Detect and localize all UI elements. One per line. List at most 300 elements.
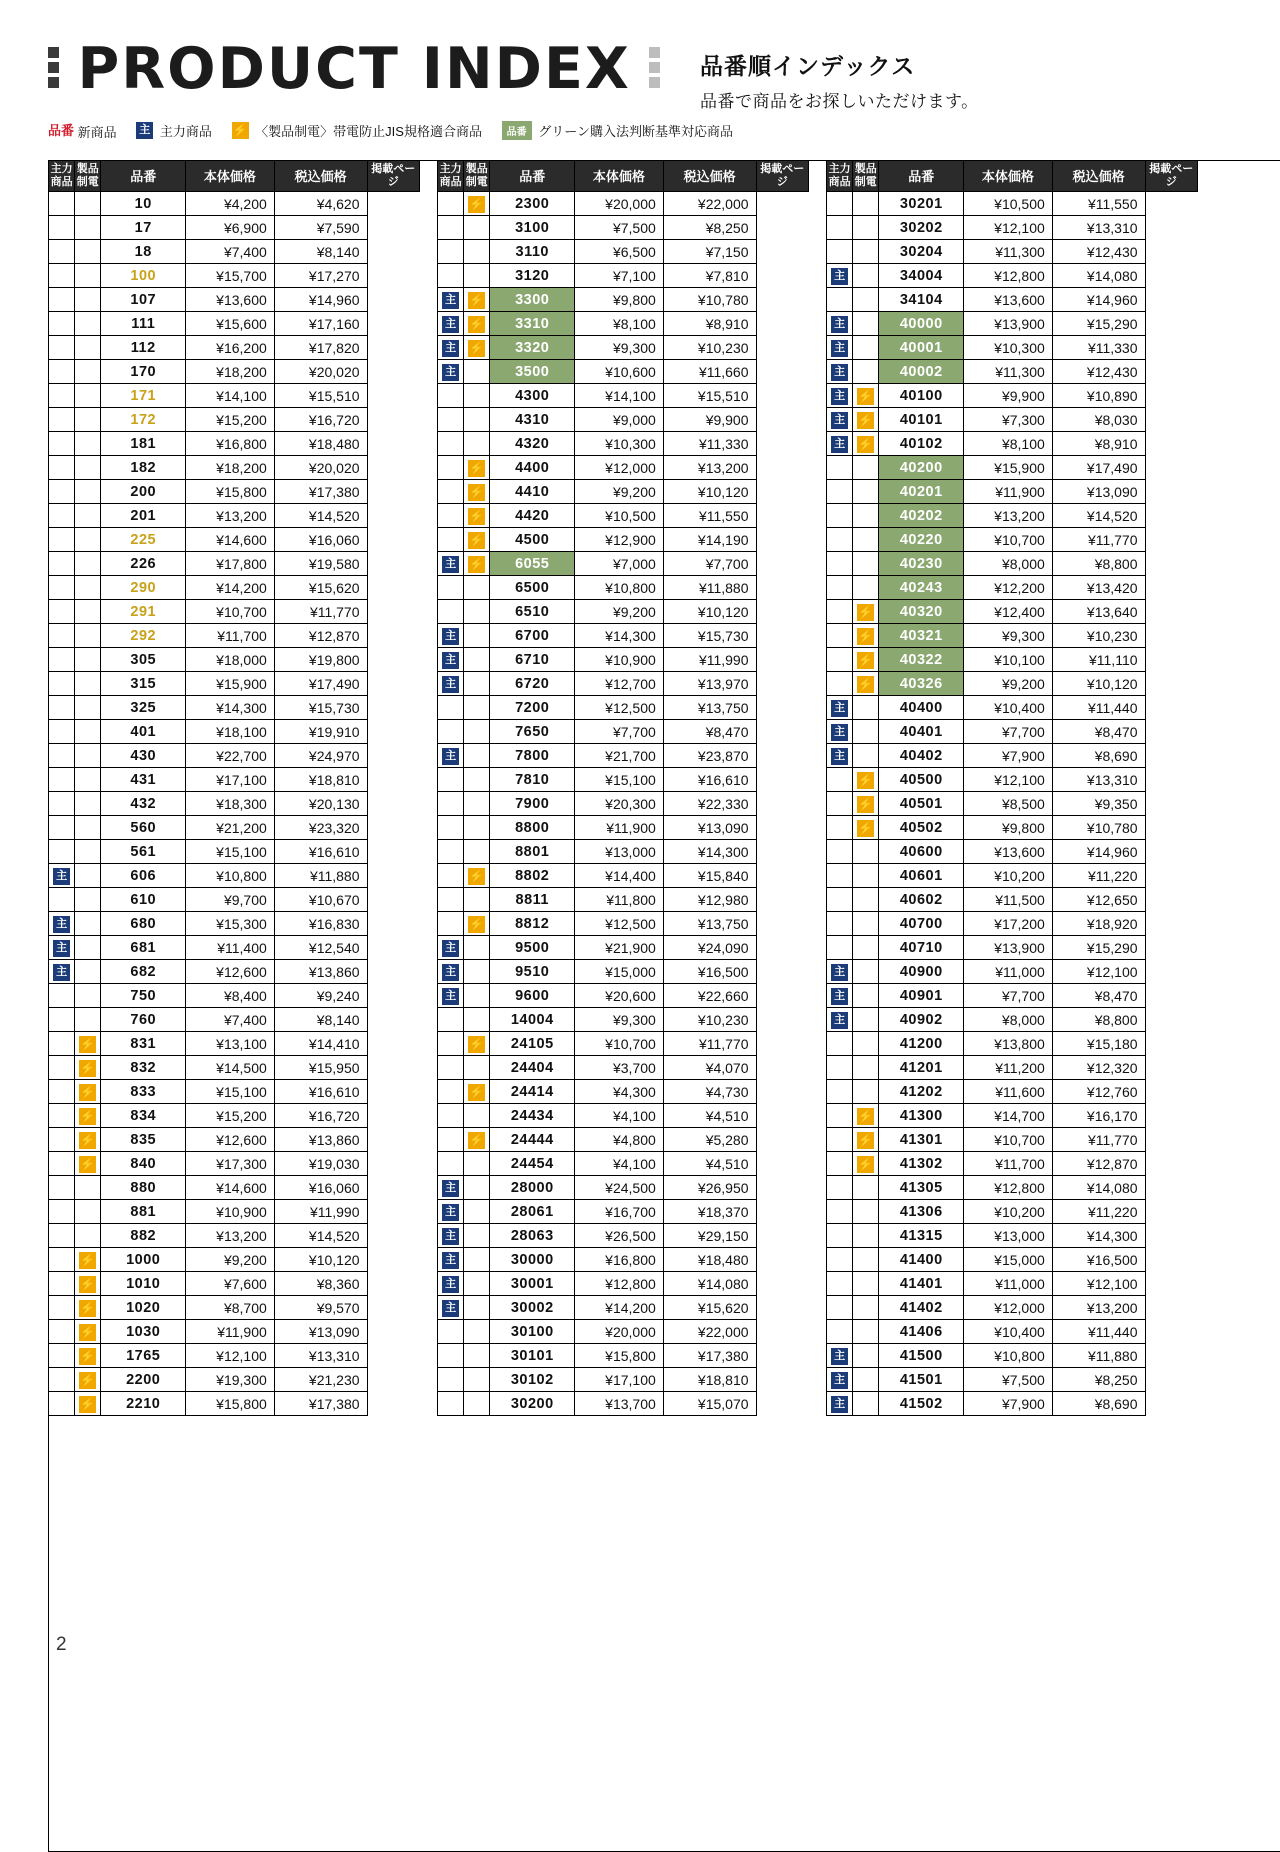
bolt-badge-icon: ⚡ [80,1252,96,1267]
product-price: ¥4,800 [575,1128,664,1152]
main-badge-icon: 主 [442,748,459,765]
product-price-tax: ¥18,370 [663,1200,756,1224]
product-price-tax: ¥15,070 [663,1392,756,1416]
product-code: 9500 [490,936,575,960]
bolt-badge-icon: ⚡ [469,532,485,547]
product-price: ¥7,900 [964,1392,1053,1416]
col-header-antistatic: 製品 制電 [853,161,879,192]
main-badge-icon: 主 [442,1300,459,1317]
product-price-tax: ¥14,960 [274,288,367,312]
product-code: 41402 [879,1296,964,1320]
product-price-tax: ¥12,320 [1052,1056,1145,1080]
product-code: 40230 [879,552,964,576]
product-price-tax: ¥12,650 [1052,888,1145,912]
product-price-tax: ¥17,490 [1052,456,1145,480]
product-price-tax: ¥18,810 [274,768,367,792]
product-price: ¥8,000 [964,552,1053,576]
product-code: 832 [101,1056,186,1080]
product-code: 40501 [879,792,964,816]
product-price-tax: ¥11,330 [1052,336,1145,360]
product-price: ¥21,900 [575,936,664,960]
product-price: ¥16,800 [186,432,275,456]
product-price: ¥10,800 [575,576,664,600]
bolt-badge-icon: ⚡ [469,916,485,931]
product-code: 6700 [490,624,575,648]
product-price-tax: ¥13,970 [663,672,756,696]
product-code: 882 [101,1224,186,1248]
product-code: 2210 [101,1392,186,1416]
product-code: 40000 [879,312,964,336]
product-price-tax: ¥18,920 [1052,912,1145,936]
product-price: ¥8,100 [964,432,1053,456]
product-price-tax: ¥13,200 [1052,1296,1145,1320]
col-header-code: 品番 [879,161,964,192]
product-price: ¥8,400 [186,984,275,1008]
bolt-badge-icon: ⚡ [858,772,874,787]
product-price-tax: ¥19,030 [274,1152,367,1176]
product-price-tax: ¥4,620 [274,192,367,216]
product-price-tax: ¥9,240 [274,984,367,1008]
product-code: 41302 [879,1152,964,1176]
product-price-tax: ¥15,290 [1052,312,1145,336]
bolt-badge-icon: ⚡ [469,340,485,355]
product-price: ¥17,800 [186,552,275,576]
product-price-tax: ¥15,950 [274,1056,367,1080]
product-price-tax: ¥22,660 [663,984,756,1008]
main-badge-icon: 主 [442,1228,459,1245]
product-price: ¥10,700 [575,1032,664,1056]
product-price-tax: ¥17,160 [274,312,367,336]
product-code: 7200 [490,696,575,720]
main-badge-icon: 主 [831,700,848,717]
col-header-price-tax: 税込価格 [663,161,756,192]
product-code: 28061 [490,1200,575,1224]
product-price-tax: ¥11,770 [274,600,367,624]
main-badge-icon: 主 [136,122,153,139]
product-code: 40600 [879,840,964,864]
product-price-tax: ¥11,880 [663,576,756,600]
product-code: 9510 [490,960,575,984]
product-price: ¥18,200 [186,360,275,384]
product-price: ¥12,500 [575,912,664,936]
product-code: 2300 [490,192,575,216]
main-badge-icon: 主 [442,316,459,333]
product-price: ¥20,000 [575,192,664,216]
product-price-tax: ¥20,020 [274,456,367,480]
product-price: ¥13,600 [964,840,1053,864]
product-price: ¥17,100 [575,1368,664,1392]
product-price-tax: ¥13,200 [663,456,756,480]
product-price-tax: ¥8,910 [1052,432,1145,456]
product-code: 291 [101,600,186,624]
product-price: ¥6,900 [186,216,275,240]
product-price-tax: ¥15,840 [663,864,756,888]
product-price-tax: ¥15,620 [663,1296,756,1320]
bolt-badge-icon: ⚡ [80,1108,96,1123]
product-code: 40326 [879,672,964,696]
product-price-tax: ¥4,510 [663,1104,756,1128]
main-badge-icon: 主 [831,316,848,333]
product-price-tax: ¥17,380 [274,480,367,504]
product-code: 1020 [101,1296,186,1320]
product-price: ¥19,300 [186,1368,275,1392]
legend-new-product [48,120,117,141]
product-code: 7900 [490,792,575,816]
product-price: ¥11,500 [964,888,1053,912]
bolt-badge-icon: ⚡ [858,1132,874,1147]
product-price-tax: ¥7,150 [663,240,756,264]
main-badge-icon: 主 [442,988,459,1005]
product-price-tax: ¥13,090 [1052,480,1145,504]
product-code: 4320 [490,432,575,456]
product-price-tax: ¥11,990 [274,1200,367,1224]
product-price: ¥11,700 [964,1152,1053,1176]
col-header-price: 本体価格 [575,161,664,192]
product-price: ¥7,000 [575,552,664,576]
product-price-tax: ¥17,380 [274,1392,367,1416]
product-code: 112 [101,336,186,360]
bolt-badge-icon: ⚡ [858,652,874,667]
legend-green-purchase [502,121,733,140]
product-price-tax: ¥10,230 [1052,624,1145,648]
col-header-code: 品番 [490,161,575,192]
col-header-price: 本体価格 [964,161,1053,192]
main-badge-icon: 主 [442,340,459,357]
product-code: 834 [101,1104,186,1128]
product-code: 40101 [879,408,964,432]
product-price: ¥12,700 [575,672,664,696]
product-code: 40100 [879,384,964,408]
bolt-badge-icon: ⚡ [469,1132,485,1147]
product-price: ¥15,300 [186,912,275,936]
jp-title: 品番順インデックス [700,53,916,79]
product-price: ¥12,100 [964,216,1053,240]
product-code: 30200 [490,1392,575,1416]
product-price-tax: ¥15,730 [663,624,756,648]
product-price-tax: ¥16,610 [274,1080,367,1104]
product-price: ¥10,400 [964,1320,1053,1344]
product-price: ¥18,100 [186,720,275,744]
product-code: 40401 [879,720,964,744]
product-code: 226 [101,552,186,576]
product-code: 41202 [879,1080,964,1104]
product-price: ¥15,000 [575,960,664,984]
bolt-badge-icon: ⚡ [80,1324,96,1339]
product-price-tax: ¥11,440 [1052,1320,1145,1344]
main-badge-icon: 主 [831,964,848,981]
product-price: ¥13,100 [186,1032,275,1056]
product-price-tax: ¥8,250 [663,216,756,240]
main-badge-icon: 主 [831,268,848,285]
bolt-badge-icon: ⚡ [469,1036,485,1051]
product-code: 835 [101,1128,186,1152]
product-price-tax: ¥16,720 [274,408,367,432]
product-price: ¥12,000 [964,1296,1053,1320]
product-price-tax: ¥16,500 [663,960,756,984]
bolt-badge-icon: ⚡ [858,820,874,835]
main-badge-icon: 主 [442,292,459,309]
product-price: ¥20,000 [575,1320,664,1344]
product-price-tax: ¥10,890 [1052,384,1145,408]
product-code: 17 [101,216,186,240]
product-price: ¥9,300 [964,624,1053,648]
bolt-badge-icon: ⚡ [80,1348,96,1363]
product-code: 431 [101,768,186,792]
product-price-tax: ¥9,350 [1052,792,1145,816]
product-price: ¥7,700 [575,720,664,744]
bolt-badge-icon: ⚡ [858,628,874,643]
product-price: ¥22,700 [186,744,275,768]
product-price-tax: ¥13,310 [1052,768,1145,792]
product-code: 1010 [101,1272,186,1296]
bolt-badge-icon: ⚡ [80,1276,96,1291]
product-price: ¥13,000 [575,840,664,864]
product-code: 24434 [490,1104,575,1128]
bolt-badge-icon: ⚡ [80,1300,96,1315]
table-row [827,1392,1198,1416]
product-price: ¥14,700 [964,1104,1053,1128]
product-price-tax: ¥11,110 [1052,648,1145,672]
product-price-tax: ¥9,570 [274,1296,367,1320]
main-badge-icon: 主 [53,964,70,981]
product-code: 8811 [490,888,575,912]
product-code: 881 [101,1200,186,1224]
product-code: 14004 [490,1008,575,1032]
product-price: ¥4,200 [186,192,275,216]
product-price-tax: ¥13,310 [1052,216,1145,240]
product-price: ¥9,200 [575,600,664,624]
product-price-tax: ¥16,170 [1052,1104,1145,1128]
product-code: 24414 [490,1080,575,1104]
product-price: ¥12,500 [575,696,664,720]
product-code: 40902 [879,1008,964,1032]
product-code: 41301 [879,1128,964,1152]
product-price: ¥10,800 [964,1344,1053,1368]
product-code: 4420 [490,504,575,528]
product-price-tax: ¥10,230 [663,1008,756,1032]
index-table-column [826,160,1198,1416]
product-price-tax: ¥11,440 [1052,696,1145,720]
product-code: 41306 [879,1200,964,1224]
bolt-badge-icon: ⚡ [469,196,485,211]
product-price: ¥10,500 [964,192,1053,216]
product-price: ¥12,000 [575,456,664,480]
product-code: 750 [101,984,186,1008]
product-code: 30204 [879,240,964,264]
product-price-tax: ¥10,120 [1052,672,1145,696]
bolt-badge-icon: ⚡ [80,1156,96,1171]
product-code: 201 [101,504,186,528]
product-price: ¥15,700 [186,264,275,288]
product-price: ¥26,500 [575,1224,664,1248]
product-price-tax: ¥14,520 [1052,504,1145,528]
product-price: ¥15,100 [575,768,664,792]
product-price: ¥4,100 [575,1104,664,1128]
bolt-badge-icon: ⚡ [858,1156,874,1171]
product-code: 40001 [879,336,964,360]
product-price: ¥15,800 [186,1392,275,1416]
product-code: 315 [101,672,186,696]
product-price-tax: ¥17,270 [274,264,367,288]
bolt-badge-icon: ⚡ [858,1108,874,1123]
product-price: ¥11,000 [964,1272,1053,1296]
product-price: ¥10,400 [964,696,1053,720]
bolt-badge-icon: ⚡ [80,1396,96,1411]
product-price-tax: ¥8,690 [1052,744,1145,768]
product-code: 292 [101,624,186,648]
product-code: 40321 [879,624,964,648]
product-price: ¥9,300 [575,1008,664,1032]
product-price: ¥12,900 [575,528,664,552]
product-price: ¥10,700 [964,1128,1053,1152]
product-code: 30001 [490,1272,575,1296]
main-badge-icon: 主 [442,676,459,693]
product-price: ¥12,800 [964,264,1053,288]
product-price-tax: ¥24,090 [663,936,756,960]
product-price: ¥10,800 [186,864,275,888]
product-price-tax: ¥14,300 [663,840,756,864]
product-price-tax: ¥18,480 [663,1248,756,1272]
product-code: 107 [101,288,186,312]
product-code: 6720 [490,672,575,696]
product-price-tax: ¥14,300 [1052,1224,1145,1248]
product-code: 10 [101,192,186,216]
product-price: ¥15,000 [964,1248,1053,1272]
product-price-tax: ¥11,770 [663,1032,756,1056]
product-price-tax: ¥10,120 [274,1248,367,1272]
product-price: ¥10,200 [964,864,1053,888]
product-code: 182 [101,456,186,480]
product-code: 40700 [879,912,964,936]
product-price-tax: ¥22,000 [663,1320,756,1344]
product-price: ¥10,700 [964,528,1053,552]
bolt-badge-icon: ⚡ [469,316,485,331]
product-price: ¥9,200 [186,1248,275,1272]
product-price-tax: ¥4,510 [663,1152,756,1176]
legend-main-text: 主力商品 [159,124,212,140]
product-code: 4300 [490,384,575,408]
product-price: ¥11,800 [575,888,664,912]
product-code: 831 [101,1032,186,1056]
product-price: ¥10,500 [575,504,664,528]
product-price: ¥7,400 [186,1008,275,1032]
product-code: 3320 [490,336,575,360]
page-header [48,38,1238,114]
product-code: 40402 [879,744,964,768]
col-header-main: 主力 商品 [438,161,464,192]
product-price: ¥11,600 [964,1080,1053,1104]
product-code: 560 [101,816,186,840]
index-table-columns [48,160,1238,1416]
product-price-tax: ¥10,120 [663,480,756,504]
product-price-tax: ¥15,290 [1052,936,1145,960]
col-header-price: 本体価格 [186,161,275,192]
product-code: 170 [101,360,186,384]
product-price: ¥14,400 [575,864,664,888]
product-price-tax: ¥12,980 [663,888,756,912]
product-price: ¥9,800 [964,816,1053,840]
product-price-tax: ¥15,180 [1052,1032,1145,1056]
product-price: ¥9,200 [964,672,1053,696]
product-price-tax: ¥13,640 [1052,600,1145,624]
product-price-tax: ¥13,750 [663,696,756,720]
product-price-tax: ¥12,760 [1052,1080,1145,1104]
product-code: 1000 [101,1248,186,1272]
product-price: ¥18,300 [186,792,275,816]
product-price-tax: ¥14,190 [663,528,756,552]
product-price: ¥15,100 [186,840,275,864]
product-price-tax: ¥22,330 [663,792,756,816]
product-code: 2200 [101,1368,186,1392]
product-code: 41305 [879,1176,964,1200]
product-price-tax: ¥12,100 [1052,1272,1145,1296]
product-code: 41501 [879,1368,964,1392]
product-price-tax: ¥8,360 [274,1272,367,1296]
bolt-badge-icon: ⚡ [80,1084,96,1099]
product-price: ¥11,300 [964,240,1053,264]
product-price: ¥11,000 [964,960,1053,984]
product-price-tax: ¥8,250 [1052,1368,1145,1392]
product-price-tax: ¥17,490 [274,672,367,696]
product-code: 30100 [490,1320,575,1344]
product-price: ¥12,600 [186,960,275,984]
main-badge-icon: 主 [442,1276,459,1293]
product-code: 24105 [490,1032,575,1056]
product-code: 760 [101,1008,186,1032]
product-price: ¥13,200 [964,504,1053,528]
product-price: ¥12,400 [964,600,1053,624]
product-price-tax: ¥13,420 [1052,576,1145,600]
product-price: ¥7,400 [186,240,275,264]
product-code: 40502 [879,816,964,840]
legend-antistatic [232,121,482,140]
main-badge-icon: 主 [831,388,848,405]
bolt-badge-icon: ⚡ [469,484,485,499]
product-code: 34004 [879,264,964,288]
main-badge-icon: 主 [442,556,459,573]
product-code: 111 [101,312,186,336]
product-price-tax: ¥7,590 [274,216,367,240]
product-price-tax: ¥12,870 [1052,1152,1145,1176]
product-price: ¥10,200 [964,1200,1053,1224]
product-code: 3110 [490,240,575,264]
product-code: 40243 [879,576,964,600]
product-price: ¥15,200 [186,1104,275,1128]
product-price: ¥11,300 [964,360,1053,384]
product-code: 8800 [490,816,575,840]
product-price: ¥7,900 [964,744,1053,768]
product-price: ¥13,600 [186,288,275,312]
product-price: ¥10,700 [186,600,275,624]
main-badge-icon: 主 [442,628,459,645]
product-code: 40322 [879,648,964,672]
product-code: 225 [101,528,186,552]
product-price-tax: ¥8,690 [1052,1392,1145,1416]
product-price-tax: ¥13,860 [274,960,367,984]
product-code: 24404 [490,1056,575,1080]
legend-antistatic-text: 〈製品制電〉帯電防止JIS規格適合商品 [255,124,482,140]
product-price: ¥14,200 [575,1296,664,1320]
col-header-main: 主力 商品 [49,161,75,192]
jp-subtitle: 品番で商品をお探しいただけます。 [700,92,979,111]
product-code: 430 [101,744,186,768]
col-header-antistatic: 製品 制電 [75,161,101,192]
product-code: 7650 [490,720,575,744]
product-code: 1030 [101,1320,186,1344]
product-price-tax: ¥19,800 [274,648,367,672]
product-price: ¥8,500 [964,792,1053,816]
product-price-tax: ¥14,410 [274,1032,367,1056]
